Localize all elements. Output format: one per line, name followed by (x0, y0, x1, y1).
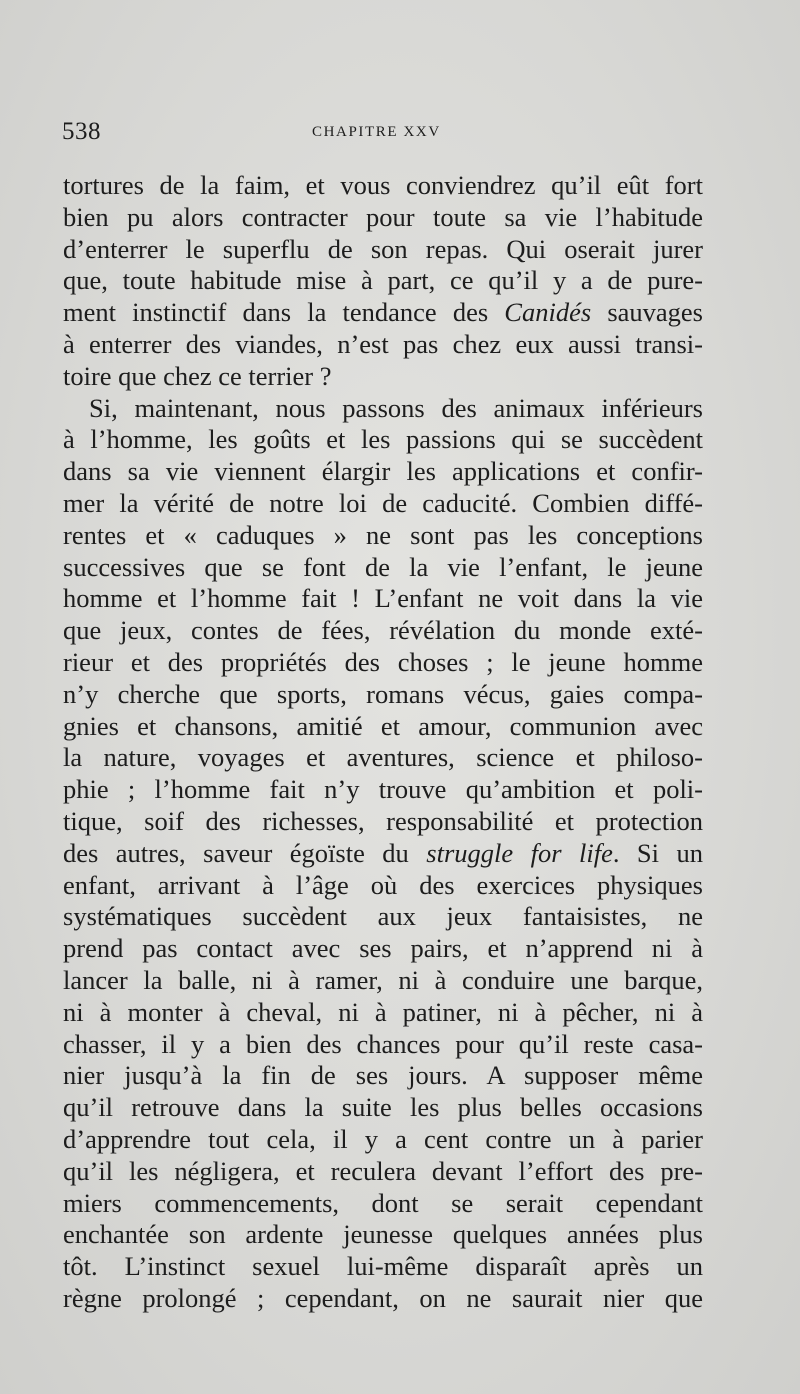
running-head (62, 118, 702, 152)
text-run: Si, maintenant, nous passons des animaux inférieurs (89, 392, 703, 423)
text-run: que jeux, contes de fées, révélation du monde exté- (63, 615, 703, 646)
text-run: dans sa vie viennent élargir les applications et confir- (63, 456, 703, 487)
body-text (63, 170, 703, 1315)
text-line (63, 297, 703, 329)
text-run: chasser, il y a bien des chances pour qu’il reste casa- (63, 1028, 703, 1059)
text-run: gnies et chansons, amitié et amour, communion avec (63, 710, 703, 741)
text-run: la nature, voyages et aventures, science et philoso- (63, 742, 703, 773)
text-run: à enterrer des viandes, n’est pas chez eux aussi transi- (63, 328, 703, 359)
text-run: que, toute habitude mise à part, ce qu’il y a de pure- (63, 265, 703, 296)
text-line (63, 933, 703, 965)
text-line (63, 170, 703, 202)
text-line (63, 424, 703, 456)
text-line (63, 838, 703, 870)
text-line (63, 456, 703, 488)
text-run: rieur et des propriétés des choses ; le jeune homme (63, 646, 703, 677)
text-run: homme et l’homme fait ! L’enfant ne voit dans la vie (63, 583, 703, 614)
text-line (63, 901, 703, 933)
text-run: mer la vérité de notre loi de caducité. Combien diffé- (63, 487, 703, 518)
text-run: tique, soif des richesses, responsabilité et protection (63, 805, 703, 836)
text-line (63, 329, 703, 361)
text-line (63, 265, 703, 297)
text-run: d’apprendre tout cela, il y a cent contre un à parier (63, 1123, 703, 1154)
text-run: tortures de la faim, et vous conviendrez qu’il eût fort (63, 170, 703, 200)
text-line (63, 1092, 703, 1124)
text-line (63, 615, 703, 647)
text-run: enchantée son ardente jeunesse quelques années plus (63, 1219, 703, 1250)
text-line (63, 742, 703, 774)
text-line (63, 1124, 703, 1156)
text-line (63, 393, 703, 425)
text-line (63, 583, 703, 615)
text-run: ment instinctif dans la tendance des (63, 297, 505, 328)
text-run: bien pu alors contracter pour toute sa vie l’habitude (63, 201, 703, 232)
text-line (63, 1283, 703, 1315)
text-run: tôt. L’instinct sexuel lui-même disparaît après un (63, 1251, 703, 1282)
text-line (63, 1188, 703, 1220)
page-number: 538 (62, 118, 101, 145)
text-run: phie ; l’homme fait n’y trouve qu’ambition et poli- (63, 774, 703, 805)
text-run: nier jusqu’à la fin de ses jours. A supposer même (63, 1060, 703, 1091)
text-line (63, 870, 703, 902)
text-run: d’enterrer le superflu de son repas. Qui oserait jurer (63, 233, 703, 264)
text-run: à l’homme, les goûts et les passions qui se succèdent (63, 424, 703, 455)
text-line (63, 774, 703, 806)
text-run: systématiques succèdent aux jeux fantaisistes, ne (63, 901, 703, 932)
chapter-title: CHAPITRE XXV (312, 124, 441, 140)
text-line (63, 997, 703, 1029)
text-run: n’y cherche que sports, romans vécus, gaies compa- (63, 678, 703, 709)
text-run: miers commencements, dont se serait cependant (63, 1187, 703, 1218)
text-run: rentes et « caduques » ne sont pas les conceptions (63, 519, 703, 550)
text-line (63, 806, 703, 838)
text-run: sauvages (591, 297, 703, 328)
italic-run: struggle for life (426, 837, 613, 868)
text-run: des autres, saveur égoïste du (63, 837, 427, 868)
italic-run: Canidés (504, 297, 592, 328)
text-line (63, 711, 703, 743)
text-run: qu’il les négligera, et reculera devant l’effort des pre- (63, 1155, 703, 1186)
text-line (63, 1060, 703, 1092)
text-line (63, 1156, 703, 1188)
text-line (63, 552, 703, 584)
text-line (63, 965, 703, 997)
text-line (63, 1029, 703, 1061)
text-line (63, 361, 703, 393)
text-line (63, 1251, 703, 1283)
text-run: lancer la balle, ni à ramer, ni à conduire une barque, (63, 964, 703, 995)
text-run: prend pas contact avec ses pairs, et n’apprend ni à (63, 933, 703, 964)
text-run: règne prolongé ; cependant, on ne saurait nier que (63, 1282, 703, 1313)
text-line (63, 202, 703, 234)
text-run: qu’il retrouve dans la suite les plus belles occasions (63, 1092, 703, 1123)
text-line (63, 234, 703, 266)
text-line (63, 679, 703, 711)
text-line (63, 647, 703, 679)
text-run: enfant, arrivant à l’âge où des exercices physiques (63, 869, 703, 900)
text-line (63, 1219, 703, 1251)
text-line (63, 488, 703, 520)
text-run: successives que se font de la vie l’enfant, le jeune (63, 551, 703, 582)
text-line (63, 520, 703, 552)
text-run: toire que chez ce terrier ? (63, 360, 332, 391)
text-run: ni à monter à cheval, ni à patiner, ni à pêcher, ni à (63, 996, 703, 1027)
text-run: . Si un (612, 837, 703, 868)
